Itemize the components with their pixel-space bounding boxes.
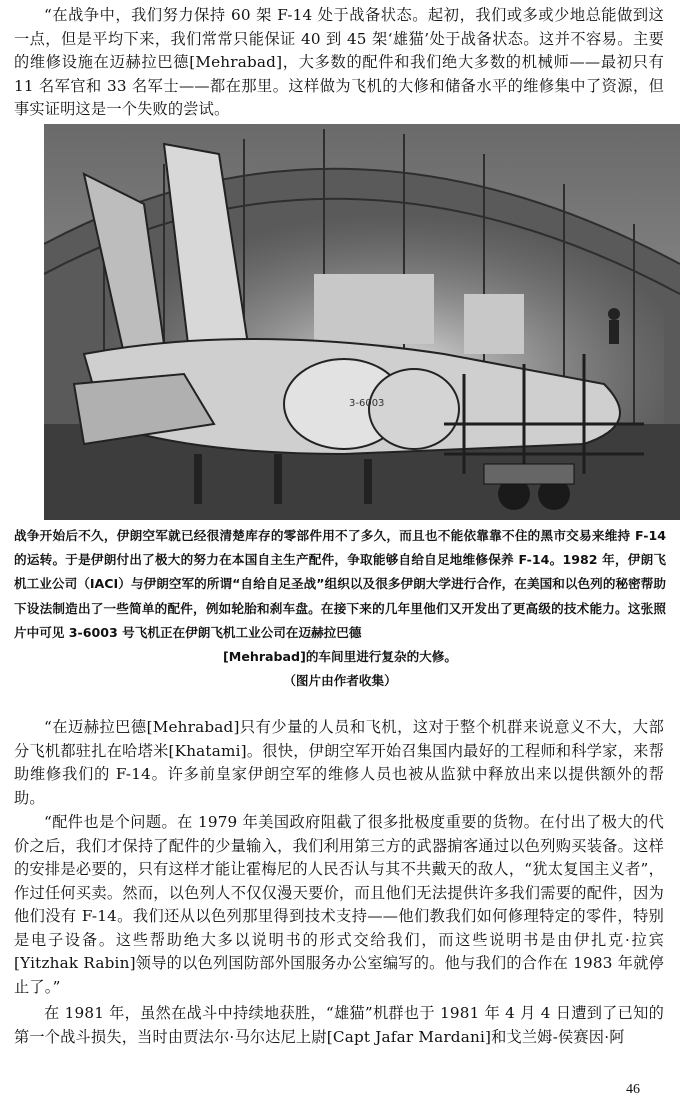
hangar-maintenance-photo [44,124,680,520]
f14-in-hangar-image [44,124,680,520]
caption-credit: （图片由作者收集） [283,673,397,689]
paragraph-2: “在迈赫拉巴德[Mehrabad]只有少量的人员和飞机，这对于整个机群来说意义不大，大部分飞机都驻扎在哈塔米[Khatami]。很快，伊朗空军开始召集国内最好的工程师和科学家，来帮助维修我们的 F-14。许多前皇家伊朗空军的维修人员也被从监狱中释放出来以提供额外的帮助。 [14,718,664,807]
page-number: 46 [626,1082,640,1097]
caption-body: 战争开始后不久，伊朗空军就已经很清楚库存的零部件用不了多久，而且也不能依靠靠不住的黑市交易来维持 F-14 的运转。于是伊朗付出了极大的努力在本国自主生产配件，争取能够自给自足地维修保养 F-14。1982 年，伊朗飞机工业公司（IACI）与伊朗空军的所谓“自给自足圣战”组织以及很多伊朗大学进行合作，在美国和以色列的秘密帮助下设法制造出了一些简单的配件，例如轮胎和刹车盘。在接下来的几年里他们又开发出了更高级的技术能力。这张照片中可见 3-6003 号飞机正在伊朗飞机工业公司在迈赫拉巴德 [14,528,666,640]
paragraph-4: 在 1981 年，虽然在战斗中持续地获胜，“雄猫”机群也于 1981 年 4 月 4 日遭到了已知的第一个战斗损失，当时由贾法尔·马尔达尼上尉[Capt Jafar Mardani]和戈兰姆-侯赛因·阿 [14,1004,664,1046]
photo-caption [14,524,666,693]
paragraph-1: “在战争中，我们努力保持 60 架 F-14 处于战备状态。起初，我们或多或少地总能做到这一点，但是平均下来，我们常常只能保证 40 到 45 架‘雄猫’处于战备状态。这并不容易。主要的维修设施在迈赫拉巴德[Mehrabad]，大多数的配件和我们绝大多数的机械师——最初只有 11 名军官和 33 名军士——都在那里。这样做为飞机的大修和储备水平的维修集中了资源，但事实证明这是一个失败的尝试。 [14,6,664,118]
caption-last-line: [Mehrabad]的车间里进行复杂的大修。 [223,649,457,665]
airframe-number: 3-6003 [349,398,385,409]
paragraph-3: “配件也是个问题。在 1979 年美国政府阻截了很多批极度重要的货物。在付出了极大的代价之后，我们才保持了配件的少量输入，我们利用第三方的武器掮客通过以色列购买装备。这样的安排是必要的，只有这样才能让霍梅尼的人民否认与其不共戴天的敌人，“犹太复国主义者”，作过任何买卖。然而，以色列人不仅仅漫天要价，而且他们无法提供许多我们需要的配件，因为他们没有 F-14。我们还从以色列那里得到技术支持——他们教我们如何修理特定的零件，特别是电子设备。这些帮助绝大多以说明书的形式交给我们，而这些说明书是由伊扎克·拉宾[Yitzhak Rabin]领导的以色列国防部外国服务办公室编写的。他与我们的合作在 1983 年就停止了。” [14,813,664,996]
